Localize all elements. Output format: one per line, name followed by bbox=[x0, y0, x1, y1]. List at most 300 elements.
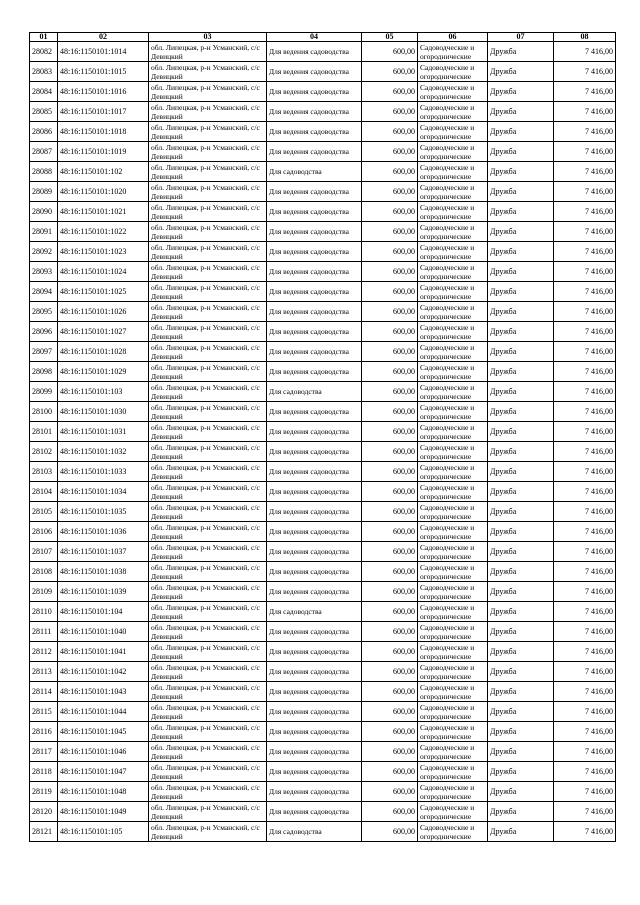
association-name-cell: Дружба bbox=[488, 722, 554, 742]
category-cell: Садоводческие и огороднические bbox=[418, 282, 488, 302]
header-cell-08: 08 bbox=[554, 33, 616, 42]
table-row bbox=[30, 762, 616, 782]
category-cell: Садоводческие и огороднические bbox=[418, 162, 488, 182]
row-number-cell: 28092 bbox=[30, 242, 58, 262]
cadastral-number-cell: 48:16:1150101:104 bbox=[58, 602, 149, 622]
cadastral-number-cell: 48:16:1150101:1040 bbox=[58, 622, 149, 642]
cadastral-value-cell: 7 416,00 bbox=[554, 82, 616, 102]
category-cell: Садоводческие и огороднические bbox=[418, 582, 488, 602]
cadastral-number-cell: 48:16:1150101:1024 bbox=[58, 262, 149, 282]
table-row bbox=[30, 662, 616, 682]
area-cell: 600,00 bbox=[362, 542, 418, 562]
land-use-cell: Для ведения садоводства bbox=[267, 282, 362, 302]
category-cell: Садоводческие и огороднические bbox=[418, 342, 488, 362]
association-name-cell: Дружба bbox=[488, 482, 554, 502]
land-use-cell: Для ведения садоводства bbox=[267, 522, 362, 542]
header-cell-06: 06 bbox=[418, 33, 488, 42]
cadastral-number-cell: 48:16:1150101:102 bbox=[58, 162, 149, 182]
row-number-cell: 28082 bbox=[30, 42, 58, 62]
address-cell: обл. Липецкая, р-н Усманский, с/с Девицкий bbox=[149, 482, 267, 502]
category-cell: Садоводческие и огороднические bbox=[418, 682, 488, 702]
land-use-cell: Для ведения садоводства bbox=[267, 102, 362, 122]
address-cell: обл. Липецкая, р-н Усманский, с/с Девицкий bbox=[149, 282, 267, 302]
row-number-cell: 28094 bbox=[30, 282, 58, 302]
category-cell: Садоводческие и огороднические bbox=[418, 382, 488, 402]
land-use-cell: Для ведения садоводства bbox=[267, 802, 362, 822]
cadastral-value-cell: 7 416,00 bbox=[554, 42, 616, 62]
table-row bbox=[30, 502, 616, 522]
area-cell: 600,00 bbox=[362, 102, 418, 122]
header-row bbox=[30, 33, 616, 42]
address-cell: обл. Липецкая, р-н Усманский, с/с Девицкий bbox=[149, 642, 267, 662]
category-cell: Садоводческие и огороднические bbox=[418, 362, 488, 382]
land-use-cell: Для ведения садоводства bbox=[267, 582, 362, 602]
cadastral-value-cell: 7 416,00 bbox=[554, 342, 616, 362]
land-registry-table bbox=[29, 32, 616, 842]
address-cell: обл. Липецкая, р-н Усманский, с/с Девицкий bbox=[149, 62, 267, 82]
cadastral-value-cell: 7 416,00 bbox=[554, 462, 616, 482]
association-name-cell: Дружба bbox=[488, 462, 554, 482]
address-cell: обл. Липецкая, р-н Усманский, с/с Девицкий bbox=[149, 742, 267, 762]
cadastral-value-cell: 7 416,00 bbox=[554, 762, 616, 782]
table-row bbox=[30, 682, 616, 702]
cadastral-number-cell: 48:16:1150101:1044 bbox=[58, 702, 149, 722]
row-number-cell: 28121 bbox=[30, 822, 58, 842]
land-use-cell: Для ведения садоводства bbox=[267, 422, 362, 442]
cadastral-value-cell: 7 416,00 bbox=[554, 442, 616, 462]
table-row bbox=[30, 322, 616, 342]
category-cell: Садоводческие и огороднические bbox=[418, 802, 488, 822]
table-row bbox=[30, 802, 616, 822]
cadastral-number-cell: 48:16:1150101:1033 bbox=[58, 462, 149, 482]
address-cell: обл. Липецкая, р-н Усманский, с/с Девицкий bbox=[149, 782, 267, 802]
land-use-cell: Для ведения садоводства bbox=[267, 442, 362, 462]
cadastral-value-cell: 7 416,00 bbox=[554, 302, 616, 322]
association-name-cell: Дружба bbox=[488, 122, 554, 142]
cadastral-number-cell: 48:16:1150101:1035 bbox=[58, 502, 149, 522]
area-cell: 600,00 bbox=[362, 502, 418, 522]
cadastral-value-cell: 7 416,00 bbox=[554, 522, 616, 542]
row-number-cell: 28116 bbox=[30, 722, 58, 742]
address-cell: обл. Липецкая, р-н Усманский, с/с Девицкий bbox=[149, 762, 267, 782]
cadastral-value-cell: 7 416,00 bbox=[554, 282, 616, 302]
document-page bbox=[29, 32, 615, 842]
area-cell: 600,00 bbox=[362, 602, 418, 622]
area-cell: 600,00 bbox=[362, 822, 418, 842]
address-cell: обл. Липецкая, р-н Усманский, с/с Девицкий bbox=[149, 422, 267, 442]
association-name-cell: Дружба bbox=[488, 422, 554, 442]
row-number-cell: 28102 bbox=[30, 442, 58, 462]
category-cell: Садоводческие и огороднические bbox=[418, 182, 488, 202]
cadastral-value-cell: 7 416,00 bbox=[554, 222, 616, 242]
table-row bbox=[30, 522, 616, 542]
table-row bbox=[30, 722, 616, 742]
category-cell: Садоводческие и огороднические bbox=[418, 662, 488, 682]
cadastral-value-cell: 7 416,00 bbox=[554, 782, 616, 802]
cadastral-value-cell: 7 416,00 bbox=[554, 202, 616, 222]
cadastral-number-cell: 48:16:1150101:105 bbox=[58, 822, 149, 842]
cadastral-number-cell: 48:16:1150101:1045 bbox=[58, 722, 149, 742]
cadastral-number-cell: 48:16:1150101:1030 bbox=[58, 402, 149, 422]
area-cell: 600,00 bbox=[362, 802, 418, 822]
category-cell: Садоводческие и огороднические bbox=[418, 462, 488, 482]
cadastral-value-cell: 7 416,00 bbox=[554, 122, 616, 142]
association-name-cell: Дружба bbox=[488, 702, 554, 722]
category-cell: Садоводческие и огороднические bbox=[418, 642, 488, 662]
cadastral-value-cell: 7 416,00 bbox=[554, 562, 616, 582]
address-cell: обл. Липецкая, р-н Усманский, с/с Девицкий bbox=[149, 382, 267, 402]
cadastral-number-cell: 48:16:1150101:1048 bbox=[58, 782, 149, 802]
area-cell: 600,00 bbox=[362, 462, 418, 482]
cadastral-value-cell: 7 416,00 bbox=[554, 62, 616, 82]
association-name-cell: Дружба bbox=[488, 782, 554, 802]
association-name-cell: Дружба bbox=[488, 442, 554, 462]
association-name-cell: Дружба bbox=[488, 302, 554, 322]
table-row bbox=[30, 462, 616, 482]
category-cell: Садоводческие и огороднические bbox=[418, 222, 488, 242]
table-row bbox=[30, 562, 616, 582]
row-number-cell: 28111 bbox=[30, 622, 58, 642]
address-cell: обл. Липецкая, р-н Усманский, с/с Девицкий bbox=[149, 102, 267, 122]
cadastral-number-cell: 48:16:1150101:1017 bbox=[58, 102, 149, 122]
row-number-cell: 28109 bbox=[30, 582, 58, 602]
cadastral-value-cell: 7 416,00 bbox=[554, 182, 616, 202]
land-use-cell: Для ведения садоводства bbox=[267, 742, 362, 762]
land-use-cell: Для ведения садоводства bbox=[267, 202, 362, 222]
area-cell: 600,00 bbox=[362, 722, 418, 742]
land-use-cell: Для ведения садоводства bbox=[267, 402, 362, 422]
address-cell: обл. Липецкая, р-н Усманский, с/с Девицкий bbox=[149, 502, 267, 522]
table-row bbox=[30, 302, 616, 322]
association-name-cell: Дружба bbox=[488, 622, 554, 642]
cadastral-number-cell: 48:16:1150101:1018 bbox=[58, 122, 149, 142]
area-cell: 600,00 bbox=[362, 162, 418, 182]
row-number-cell: 28097 bbox=[30, 342, 58, 362]
cadastral-number-cell: 48:16:1150101:1043 bbox=[58, 682, 149, 702]
land-use-cell: Для ведения садоводства bbox=[267, 622, 362, 642]
association-name-cell: Дружба bbox=[488, 542, 554, 562]
cadastral-value-cell: 7 416,00 bbox=[554, 482, 616, 502]
area-cell: 600,00 bbox=[362, 342, 418, 362]
cadastral-number-cell: 48:16:1150101:1034 bbox=[58, 482, 149, 502]
header-cell-02: 02 bbox=[58, 33, 149, 42]
table-row bbox=[30, 442, 616, 462]
land-use-cell: Для ведения садоводства bbox=[267, 462, 362, 482]
cadastral-value-cell: 7 416,00 bbox=[554, 722, 616, 742]
address-cell: обл. Липецкая, р-н Усманский, с/с Девицкий bbox=[149, 822, 267, 842]
table-row bbox=[30, 122, 616, 142]
land-use-cell: Для ведения садоводства bbox=[267, 82, 362, 102]
cadastral-value-cell: 7 416,00 bbox=[554, 602, 616, 622]
land-use-cell: Для ведения садоводства bbox=[267, 782, 362, 802]
row-number-cell: 28088 bbox=[30, 162, 58, 182]
association-name-cell: Дружба bbox=[488, 762, 554, 782]
table-row bbox=[30, 542, 616, 562]
table-row bbox=[30, 162, 616, 182]
land-use-cell: Для ведения садоводства bbox=[267, 682, 362, 702]
category-cell: Садоводческие и огороднические bbox=[418, 142, 488, 162]
cadastral-number-cell: 48:16:1150101:1020 bbox=[58, 182, 149, 202]
land-use-cell: Для ведения садоводства bbox=[267, 182, 362, 202]
cadastral-number-cell: 48:16:1150101:1039 bbox=[58, 582, 149, 602]
cadastral-number-cell: 48:16:1150101:1016 bbox=[58, 82, 149, 102]
area-cell: 600,00 bbox=[362, 42, 418, 62]
category-cell: Садоводческие и огороднические bbox=[418, 622, 488, 642]
category-cell: Садоводческие и огороднические bbox=[418, 102, 488, 122]
cadastral-value-cell: 7 416,00 bbox=[554, 622, 616, 642]
category-cell: Садоводческие и огороднические bbox=[418, 82, 488, 102]
land-use-cell: Для садоводства bbox=[267, 602, 362, 622]
land-use-cell: Для ведения садоводства bbox=[267, 62, 362, 82]
cadastral-value-cell: 7 416,00 bbox=[554, 502, 616, 522]
table-row bbox=[30, 382, 616, 402]
category-cell: Садоводческие и огороднические bbox=[418, 722, 488, 742]
cadastral-number-cell: 48:16:1150101:1032 bbox=[58, 442, 149, 462]
association-name-cell: Дружба bbox=[488, 382, 554, 402]
area-cell: 600,00 bbox=[362, 402, 418, 422]
category-cell: Садоводческие и огороднические bbox=[418, 542, 488, 562]
area-cell: 600,00 bbox=[362, 142, 418, 162]
cadastral-number-cell: 48:16:1150101:1023 bbox=[58, 242, 149, 262]
association-name-cell: Дружба bbox=[488, 342, 554, 362]
table-row bbox=[30, 402, 616, 422]
cadastral-number-cell: 48:16:1150101:1028 bbox=[58, 342, 149, 362]
land-use-cell: Для ведения садоводства bbox=[267, 222, 362, 242]
row-number-cell: 28103 bbox=[30, 462, 58, 482]
area-cell: 600,00 bbox=[362, 182, 418, 202]
address-cell: обл. Липецкая, р-н Усманский, с/с Девицкий bbox=[149, 462, 267, 482]
header-cell-04: 04 bbox=[267, 33, 362, 42]
area-cell: 600,00 bbox=[362, 742, 418, 762]
cadastral-number-cell: 48:16:1150101:1021 bbox=[58, 202, 149, 222]
area-cell: 600,00 bbox=[362, 582, 418, 602]
category-cell: Садоводческие и огороднические bbox=[418, 782, 488, 802]
row-number-cell: 28112 bbox=[30, 642, 58, 662]
area-cell: 600,00 bbox=[362, 422, 418, 442]
table-row bbox=[30, 222, 616, 242]
association-name-cell: Дружба bbox=[488, 522, 554, 542]
category-cell: Садоводческие и огороднические bbox=[418, 562, 488, 582]
cadastral-value-cell: 7 416,00 bbox=[554, 822, 616, 842]
category-cell: Садоводческие и огороднические bbox=[418, 602, 488, 622]
association-name-cell: Дружба bbox=[488, 142, 554, 162]
association-name-cell: Дружба bbox=[488, 202, 554, 222]
cadastral-number-cell: 48:16:1150101:1049 bbox=[58, 802, 149, 822]
address-cell: обл. Липецкая, р-н Усманский, с/с Девицкий bbox=[149, 322, 267, 342]
table-row bbox=[30, 342, 616, 362]
cadastral-number-cell: 48:16:1150101:1046 bbox=[58, 742, 149, 762]
row-number-cell: 28085 bbox=[30, 102, 58, 122]
cadastral-value-cell: 7 416,00 bbox=[554, 422, 616, 442]
row-number-cell: 28104 bbox=[30, 482, 58, 502]
cadastral-number-cell: 48:16:1150101:1022 bbox=[58, 222, 149, 242]
association-name-cell: Дружба bbox=[488, 242, 554, 262]
category-cell: Садоводческие и огороднические bbox=[418, 762, 488, 782]
association-name-cell: Дружба bbox=[488, 282, 554, 302]
row-number-cell: 28086 bbox=[30, 122, 58, 142]
row-number-cell: 28096 bbox=[30, 322, 58, 342]
association-name-cell: Дружба bbox=[488, 102, 554, 122]
category-cell: Садоводческие и огороднические bbox=[418, 442, 488, 462]
table-row bbox=[30, 182, 616, 202]
area-cell: 600,00 bbox=[362, 682, 418, 702]
table-row bbox=[30, 202, 616, 222]
association-name-cell: Дружба bbox=[488, 502, 554, 522]
table-row bbox=[30, 242, 616, 262]
row-number-cell: 28114 bbox=[30, 682, 58, 702]
cadastral-number-cell: 48:16:1150101:1031 bbox=[58, 422, 149, 442]
row-number-cell: 28101 bbox=[30, 422, 58, 442]
association-name-cell: Дружба bbox=[488, 182, 554, 202]
cadastral-value-cell: 7 416,00 bbox=[554, 242, 616, 262]
category-cell: Садоводческие и огороднические bbox=[418, 422, 488, 442]
cadastral-number-cell: 48:16:1150101:1038 bbox=[58, 562, 149, 582]
row-number-cell: 28091 bbox=[30, 222, 58, 242]
address-cell: обл. Липецкая, р-н Усманский, с/с Девицкий bbox=[149, 182, 267, 202]
row-number-cell: 28113 bbox=[30, 662, 58, 682]
area-cell: 600,00 bbox=[362, 302, 418, 322]
table-row bbox=[30, 702, 616, 722]
area-cell: 600,00 bbox=[362, 222, 418, 242]
category-cell: Садоводческие и огороднические bbox=[418, 122, 488, 142]
table-row bbox=[30, 82, 616, 102]
area-cell: 600,00 bbox=[362, 202, 418, 222]
address-cell: обл. Липецкая, р-н Усманский, с/с Девицкий bbox=[149, 162, 267, 182]
association-name-cell: Дружба bbox=[488, 362, 554, 382]
address-cell: обл. Липецкая, р-н Усманский, с/с Девицкий bbox=[149, 142, 267, 162]
land-use-cell: Для ведения садоводства bbox=[267, 502, 362, 522]
address-cell: обл. Липецкая, р-н Усманский, с/с Девицкий bbox=[149, 562, 267, 582]
cadastral-number-cell: 48:16:1150101:1015 bbox=[58, 62, 149, 82]
table-row bbox=[30, 822, 616, 842]
row-number-cell: 28099 bbox=[30, 382, 58, 402]
row-number-cell: 28115 bbox=[30, 702, 58, 722]
land-use-cell: Для ведения садоводства bbox=[267, 762, 362, 782]
association-name-cell: Дружба bbox=[488, 602, 554, 622]
cadastral-value-cell: 7 416,00 bbox=[554, 262, 616, 282]
address-cell: обл. Липецкая, р-н Усманский, с/с Девицкий bbox=[149, 222, 267, 242]
area-cell: 600,00 bbox=[362, 322, 418, 342]
category-cell: Садоводческие и огороднические bbox=[418, 702, 488, 722]
row-number-cell: 28117 bbox=[30, 742, 58, 762]
row-number-cell: 28083 bbox=[30, 62, 58, 82]
cadastral-value-cell: 7 416,00 bbox=[554, 322, 616, 342]
area-cell: 600,00 bbox=[362, 262, 418, 282]
row-number-cell: 28098 bbox=[30, 362, 58, 382]
row-number-cell: 28090 bbox=[30, 202, 58, 222]
land-use-cell: Для садоводства bbox=[267, 162, 362, 182]
area-cell: 600,00 bbox=[362, 702, 418, 722]
table-row bbox=[30, 622, 616, 642]
land-use-cell: Для ведения садоводства bbox=[267, 302, 362, 322]
table-row bbox=[30, 142, 616, 162]
category-cell: Садоводческие и огороднические bbox=[418, 522, 488, 542]
address-cell: обл. Липецкая, р-н Усманский, с/с Девицкий bbox=[149, 362, 267, 382]
cadastral-number-cell: 48:16:1150101:1041 bbox=[58, 642, 149, 662]
association-name-cell: Дружба bbox=[488, 582, 554, 602]
address-cell: обл. Липецкая, р-н Усманский, с/с Девицкий bbox=[149, 802, 267, 822]
land-use-cell: Для ведения садоводства bbox=[267, 562, 362, 582]
cadastral-value-cell: 7 416,00 bbox=[554, 542, 616, 562]
row-number-cell: 28108 bbox=[30, 562, 58, 582]
area-cell: 600,00 bbox=[362, 662, 418, 682]
cadastral-number-cell: 48:16:1150101:1014 bbox=[58, 42, 149, 62]
cadastral-value-cell: 7 416,00 bbox=[554, 662, 616, 682]
association-name-cell: Дружба bbox=[488, 642, 554, 662]
land-use-cell: Для ведения садоводства bbox=[267, 342, 362, 362]
land-use-cell: Для ведения садоводства bbox=[267, 322, 362, 342]
row-number-cell: 28105 bbox=[30, 502, 58, 522]
row-number-cell: 28100 bbox=[30, 402, 58, 422]
address-cell: обл. Липецкая, р-н Усманский, с/с Девицкий bbox=[149, 542, 267, 562]
row-number-cell: 28087 bbox=[30, 142, 58, 162]
cadastral-number-cell: 48:16:1150101:1036 bbox=[58, 522, 149, 542]
row-number-cell: 28107 bbox=[30, 542, 58, 562]
area-cell: 600,00 bbox=[362, 122, 418, 142]
cadastral-value-cell: 7 416,00 bbox=[554, 102, 616, 122]
address-cell: обл. Липецкая, р-н Усманский, с/с Девицкий bbox=[149, 662, 267, 682]
area-cell: 600,00 bbox=[362, 442, 418, 462]
association-name-cell: Дружба bbox=[488, 42, 554, 62]
cadastral-number-cell: 48:16:1150101:1019 bbox=[58, 142, 149, 162]
association-name-cell: Дружба bbox=[488, 742, 554, 762]
address-cell: обл. Липецкая, р-н Усманский, с/с Девицкий bbox=[149, 582, 267, 602]
category-cell: Садоводческие и огороднические bbox=[418, 242, 488, 262]
cadastral-number-cell: 48:16:1150101:1037 bbox=[58, 542, 149, 562]
cadastral-number-cell: 48:16:1150101:1047 bbox=[58, 762, 149, 782]
cadastral-number-cell: 48:16:1150101:1029 bbox=[58, 362, 149, 382]
table-row bbox=[30, 482, 616, 502]
table-body bbox=[30, 42, 616, 842]
row-number-cell: 28084 bbox=[30, 82, 58, 102]
category-cell: Садоводческие и огороднические bbox=[418, 302, 488, 322]
table-row bbox=[30, 602, 616, 622]
land-use-cell: Для ведения садоводства bbox=[267, 482, 362, 502]
address-cell: обл. Липецкая, р-н Усманский, с/с Девицкий bbox=[149, 242, 267, 262]
area-cell: 600,00 bbox=[362, 762, 418, 782]
area-cell: 600,00 bbox=[362, 522, 418, 542]
header-cell-03: 03 bbox=[149, 33, 267, 42]
association-name-cell: Дружба bbox=[488, 62, 554, 82]
cadastral-value-cell: 7 416,00 bbox=[554, 582, 616, 602]
category-cell: Садоводческие и огороднические bbox=[418, 62, 488, 82]
cadastral-value-cell: 7 416,00 bbox=[554, 162, 616, 182]
cadastral-value-cell: 7 416,00 bbox=[554, 642, 616, 662]
row-number-cell: 28106 bbox=[30, 522, 58, 542]
address-cell: обл. Липецкая, р-н Усманский, с/с Девицкий bbox=[149, 42, 267, 62]
association-name-cell: Дружба bbox=[488, 802, 554, 822]
land-use-cell: Для ведения садоводства bbox=[267, 362, 362, 382]
land-use-cell: Для ведения садоводства bbox=[267, 262, 362, 282]
address-cell: обл. Липецкая, р-н Усманский, с/с Девицкий bbox=[149, 442, 267, 462]
area-cell: 600,00 bbox=[362, 82, 418, 102]
row-number-cell: 28118 bbox=[30, 762, 58, 782]
association-name-cell: Дружба bbox=[488, 262, 554, 282]
table-row bbox=[30, 642, 616, 662]
land-use-cell: Для ведения садоводства bbox=[267, 702, 362, 722]
land-use-cell: Для садоводства bbox=[267, 382, 362, 402]
association-name-cell: Дружба bbox=[488, 402, 554, 422]
table-row bbox=[30, 782, 616, 802]
address-cell: обл. Липецкая, р-н Усманский, с/с Девицкий bbox=[149, 342, 267, 362]
cadastral-number-cell: 48:16:1150101:103 bbox=[58, 382, 149, 402]
association-name-cell: Дружба bbox=[488, 162, 554, 182]
land-use-cell: Для ведения садоводства bbox=[267, 122, 362, 142]
cadastral-value-cell: 7 416,00 bbox=[554, 402, 616, 422]
area-cell: 600,00 bbox=[362, 482, 418, 502]
category-cell: Садоводческие и огороднические bbox=[418, 502, 488, 522]
address-cell: обл. Липецкая, р-н Усманский, с/с Девицкий bbox=[149, 202, 267, 222]
